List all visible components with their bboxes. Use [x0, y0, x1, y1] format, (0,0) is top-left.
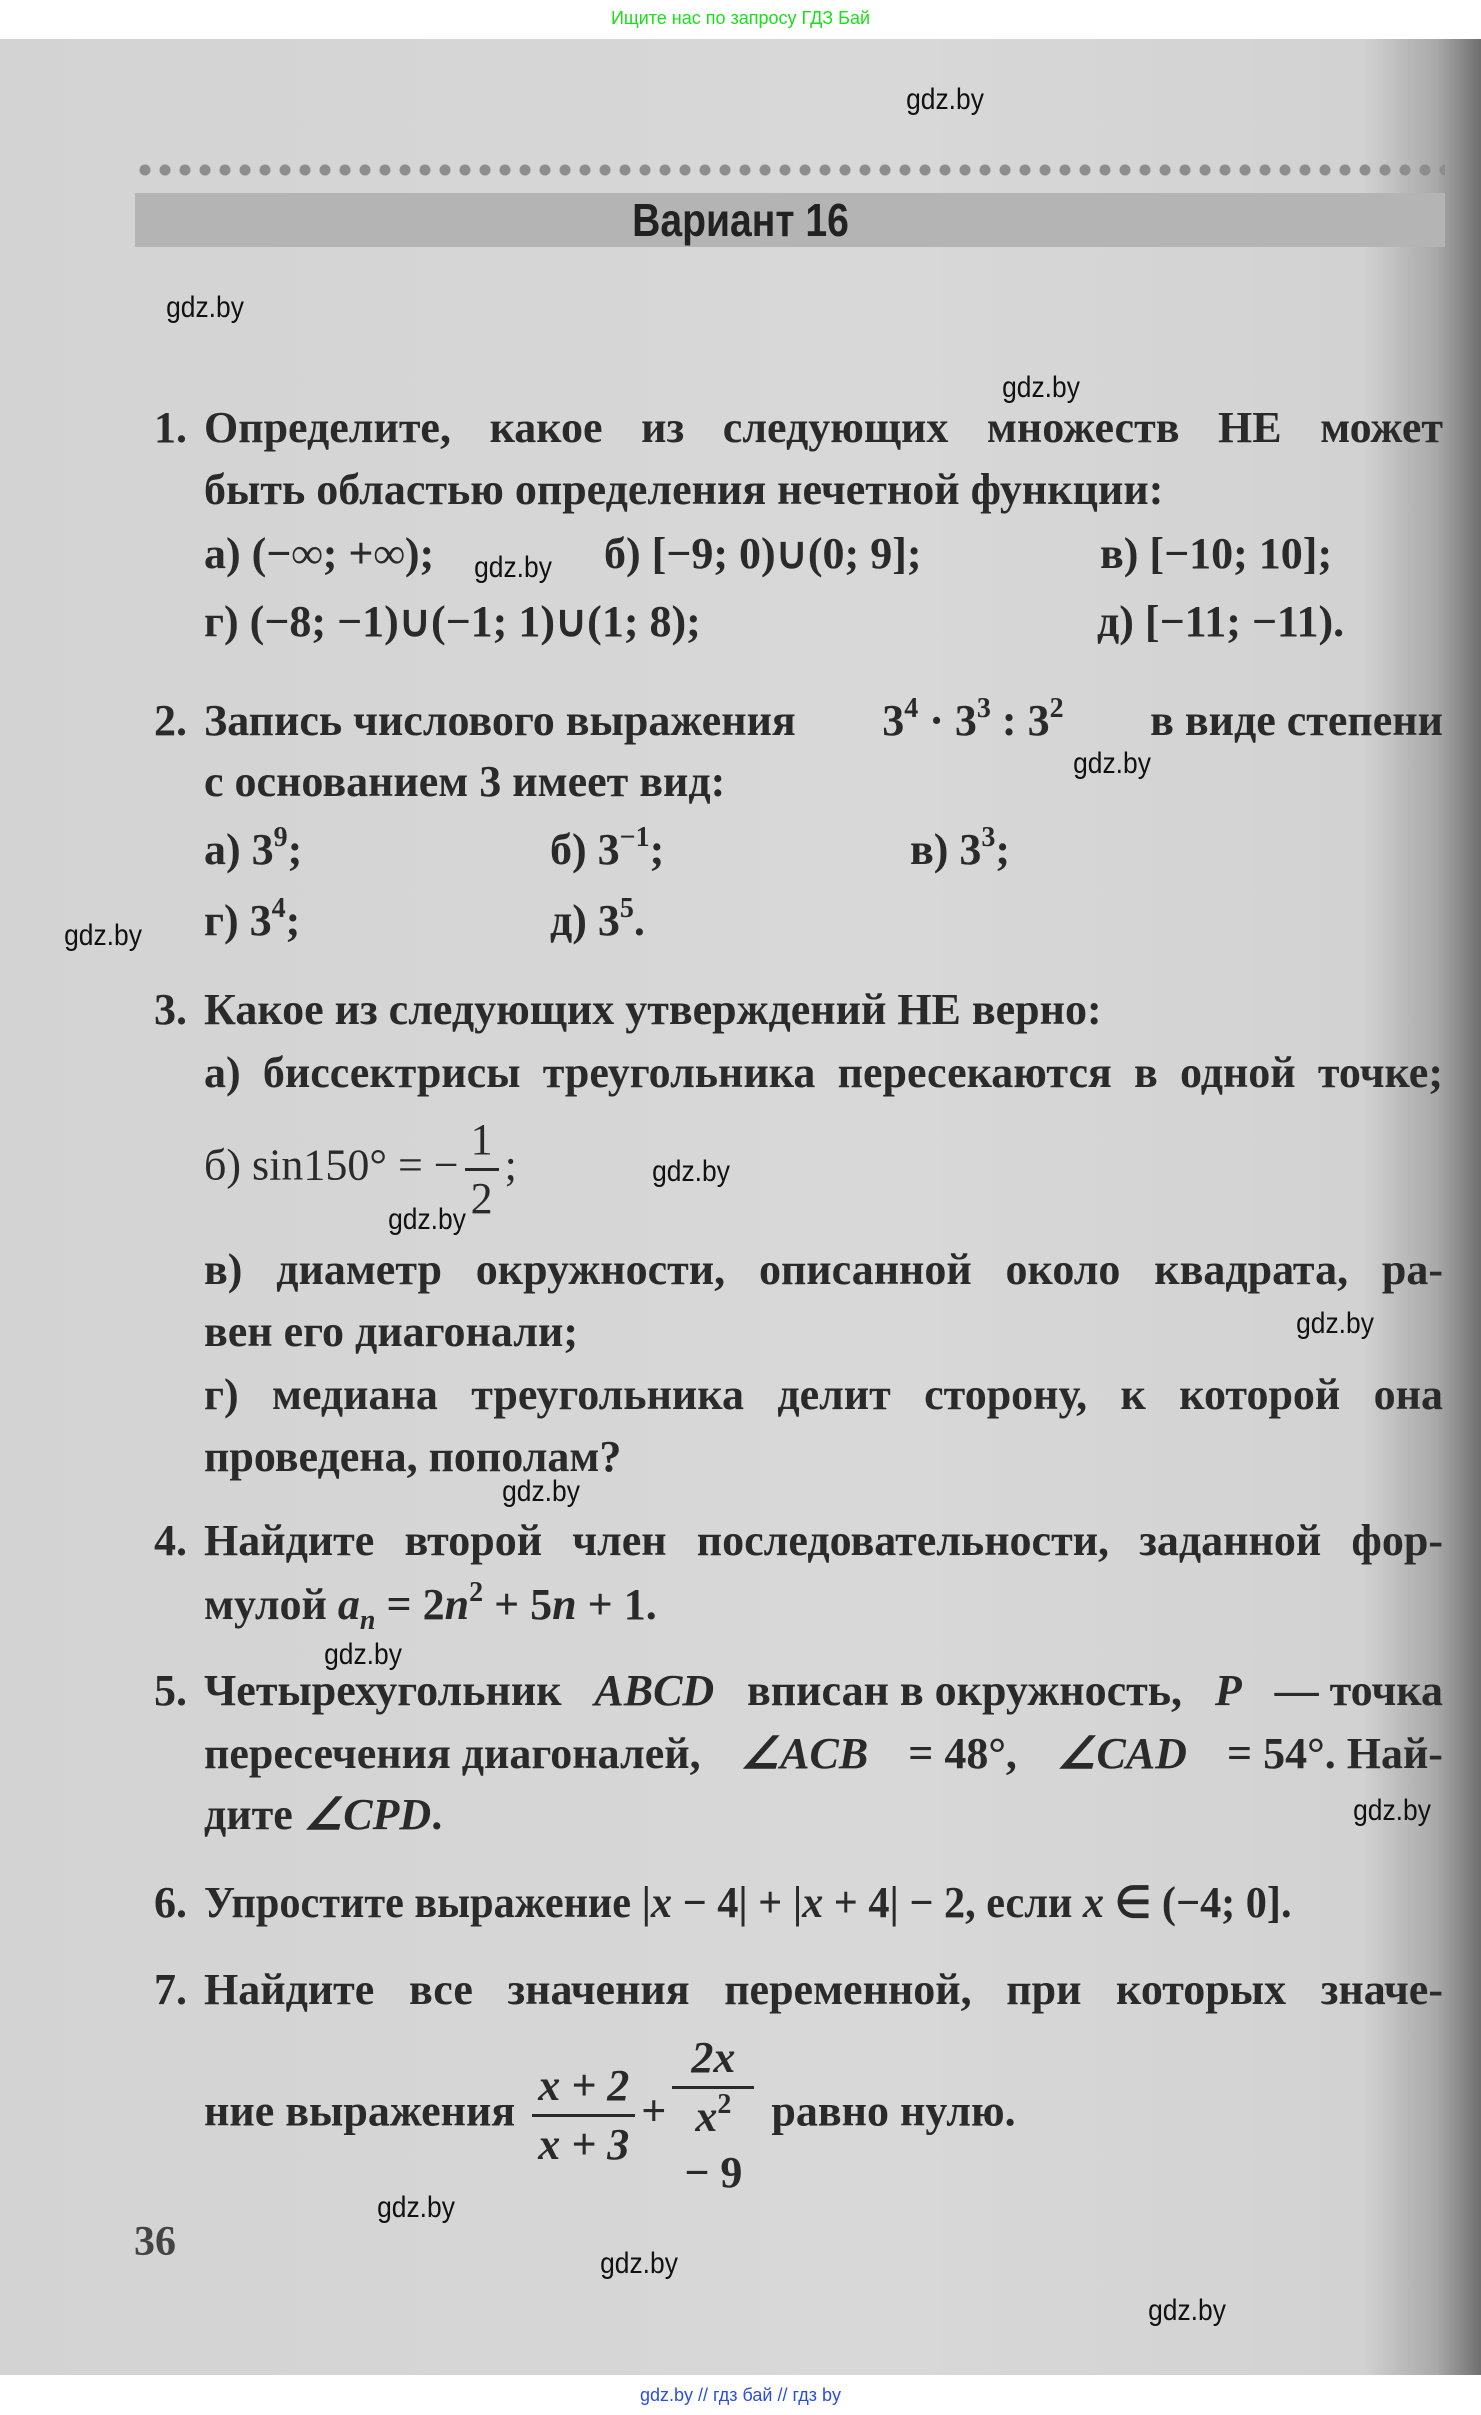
watermark: gdz.by	[324, 1638, 402, 1671]
watermark: gdz.by	[652, 1155, 730, 1188]
q1-line2: быть областью определения нечетной функции:	[204, 465, 1164, 514]
q1-option-b: б) [−9; 0)∪(0; 9];	[604, 529, 922, 578]
q4-number: 4.	[154, 1516, 187, 1565]
q3-number: 3.	[154, 985, 187, 1034]
q6-line: Упростите выражение |x − 4| + |x + 4| − 2, если x ∈ (−4; 0].	[204, 1878, 1292, 1927]
q2-line1	[204, 691, 1443, 751]
q2-line2: с основанием 3 имеет вид:	[204, 757, 726, 806]
watermark: gdz.by	[1148, 2294, 1226, 2327]
q5-line2: пересечения диагоналей, ∠ACB = 48°, ∠CAD = 54°. Най-	[204, 1729, 1443, 1778]
watermark: gdz.by	[502, 1475, 580, 1508]
watermark: gdz.by	[388, 1203, 466, 1236]
watermark: gdz.by	[166, 291, 244, 324]
q1-number: 1.	[154, 403, 187, 452]
watermark: gdz.by	[1353, 1794, 1431, 1827]
q4-line2: мулой $a_n = 2n^2 + 5n + 1$.	[204, 1577, 657, 1636]
q3-option-d-line1: г) медиана треугольника делит сторону, к которой она	[204, 1370, 1443, 1419]
watermark: gdz.by	[1073, 747, 1151, 780]
q1-option-d: г) (−8; −1)∪(−1; 1)∪(1; 8);	[204, 597, 701, 646]
q3-option-d-line2: проведена, пополам?	[204, 1432, 622, 1481]
footer-links[interactable]: gdz.by // гдз бай // гдз by	[639, 2385, 842, 2405]
q3-line1: Какое из следующих утверждений НЕ верно:	[204, 985, 1102, 1034]
q2-option-b: б) $3^{-1}$;	[550, 822, 665, 874]
page-title: Вариант 16	[632, 194, 849, 246]
q2-number: 2.	[154, 696, 187, 745]
q2-option-e: д) $3^5$.	[550, 893, 645, 945]
q2-option-a: а) $3^9$;	[204, 822, 303, 874]
watermark: gdz.by	[474, 551, 552, 584]
q3-option-c-line1: в) диаметр окружности, описанной около квадрата, ра-	[204, 1245, 1443, 1294]
q2-text: Запись числового выражения	[204, 696, 796, 745]
q3-option-b: б) sin150° = − $\frac{1}{2}$ ;	[204, 1112, 517, 1227]
watermark: gdz.by	[906, 83, 984, 116]
q2-text-end: в виде степени	[1150, 696, 1443, 745]
watermark: gdz.by	[377, 2191, 455, 2224]
watermark: gdz.by	[600, 2247, 678, 2280]
watermark: gdz.by	[64, 919, 142, 952]
q2-option-d: г) $3^4$;	[204, 893, 301, 945]
fraction-2: 2x $x^2$ − 9	[672, 2030, 754, 2201]
q6-number: 6.	[154, 1878, 187, 1927]
q1-option-e: д) [−11; −11).	[1097, 597, 1345, 646]
fraction-1: $\frac{x + 2}{x + 3}$	[532, 2058, 635, 2173]
q2-option-c: в) $3^3$;	[910, 822, 1011, 874]
dotted-divider	[135, 162, 1445, 178]
watermark: gdz.by	[1296, 1307, 1374, 1340]
q1-line1: Определите, какое из следующих множеств НЕ может	[204, 403, 1443, 452]
q2-expression: $3^4 \cdot 3^3$ : $3^2$	[882, 693, 1064, 745]
q5-line3: дите ∠CPD.	[204, 1790, 443, 1839]
q7-line2: ние выражения $\frac{x + 2}{x + 3}$ + 2x $x^2$ − 9 равно нулю.	[204, 2030, 1016, 2201]
q3-option-c-line2: вен его диагонали;	[204, 1307, 578, 1356]
watermark: gdz.by	[1002, 371, 1080, 404]
q4-line1: Найдите второй член последовательности, заданной фор-	[204, 1516, 1443, 1565]
q1-option-c: в) [−10; 10];	[1100, 529, 1333, 578]
q7-number: 7.	[154, 1965, 187, 2014]
page-number: 36	[134, 2219, 176, 2265]
q5-line1: Четырехугольник ABCD вписан в окружность, P — точка	[204, 1666, 1443, 1715]
top-banner[interactable]: Ищите нас по запросу ГДЗ Бай	[610, 8, 871, 28]
q5-number: 5.	[154, 1666, 187, 1715]
q3-option-a: а) биссектрисы треугольника пересекаются в одной точке;	[204, 1048, 1443, 1097]
q1-option-a: а) (−∞; +∞);	[204, 529, 435, 578]
q7-line1: Найдите все значения переменной, при которых значе-	[204, 1965, 1443, 2014]
